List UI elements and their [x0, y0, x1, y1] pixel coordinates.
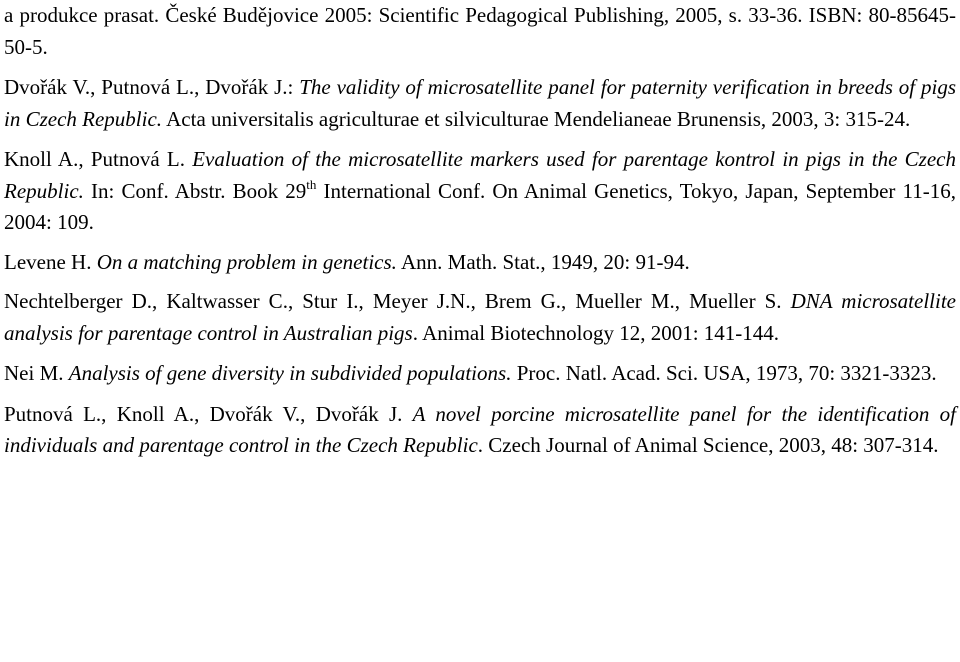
- reference-title: The validity of microsatellite panel for paternity verification in breeds of pigs in Czech Republic.: [4, 75, 956, 131]
- reference-entry: [4, 286, 956, 349]
- reference-title: A novel porcine microsatellite panel for the identification of individuals and parentage control in the Czech Republic: [4, 401, 956, 457]
- reference-authors: Nechtelberger D., Kaltwasser C., Stur I., Meyer J.N., Brem G., Mueller M., Mueller S.: [4, 289, 791, 313]
- reference-entry: [4, 358, 956, 390]
- ordinal-superscript: th: [306, 176, 317, 192]
- reference-title: Evaluation of the microsatellite markers used for parentage kontrol in pigs in the Czech Republic.: [4, 147, 956, 203]
- reference-entry: [4, 247, 956, 279]
- reference-source: Ann. Math. Stat., 1949, 20: 91-94.: [396, 249, 690, 274]
- reference-entry: [4, 0, 956, 63]
- reference-source: Proc. Natl. Acad. Sci. USA, 1973, 70: 3321-3323.: [511, 361, 937, 385]
- reference-title: DNA microsatellite analysis for parentage control in Australian pigs: [4, 289, 956, 345]
- reference-title: Analysis of gene diversity in subdivided populations.: [68, 361, 512, 385]
- reference-authors: Putnová L., Knoll A., Dvořák V., Dvořák J.: [4, 401, 413, 426]
- reference-entry: [4, 72, 956, 135]
- reference-list: [4, 0, 956, 462]
- reference-authors: Levene H.: [4, 249, 97, 274]
- reference-source: Acta universitalis agriculturae et silviculturae Mendelianeae Brunensis, 2003, 3: 315-24.: [162, 106, 911, 131]
- reference-authors: Nei M.: [4, 361, 69, 385]
- reference-title: On a matching problem in genetics.: [96, 249, 397, 274]
- reference-source: . Czech Journal of Animal Science, 2003, 48: 307-314.: [477, 433, 939, 457]
- reference-entry: [4, 399, 956, 462]
- reference-source: In: Conf. Abstr. Book 29: [83, 178, 307, 203]
- reference-authors: Knoll A., Putnová L.: [4, 147, 193, 171]
- reference-source: International Conf. On Animal Genetics, Tokyo, Japan, September 11-16, 2004: 109.: [4, 178, 956, 234]
- reference-authors: Dvořák V., Putnová L., Dvořák J.:: [4, 75, 300, 99]
- reference-source: . Animal Biotechnology 12, 2001: 141-144.: [412, 320, 780, 345]
- reference-entry: [4, 144, 956, 239]
- reference-text: a produkce prasat. České Budějovice 2005: Scientific Pedagogical Publishing, 2005, s. 33-36. ISBN: 80-85645-50-5.: [4, 3, 956, 59]
